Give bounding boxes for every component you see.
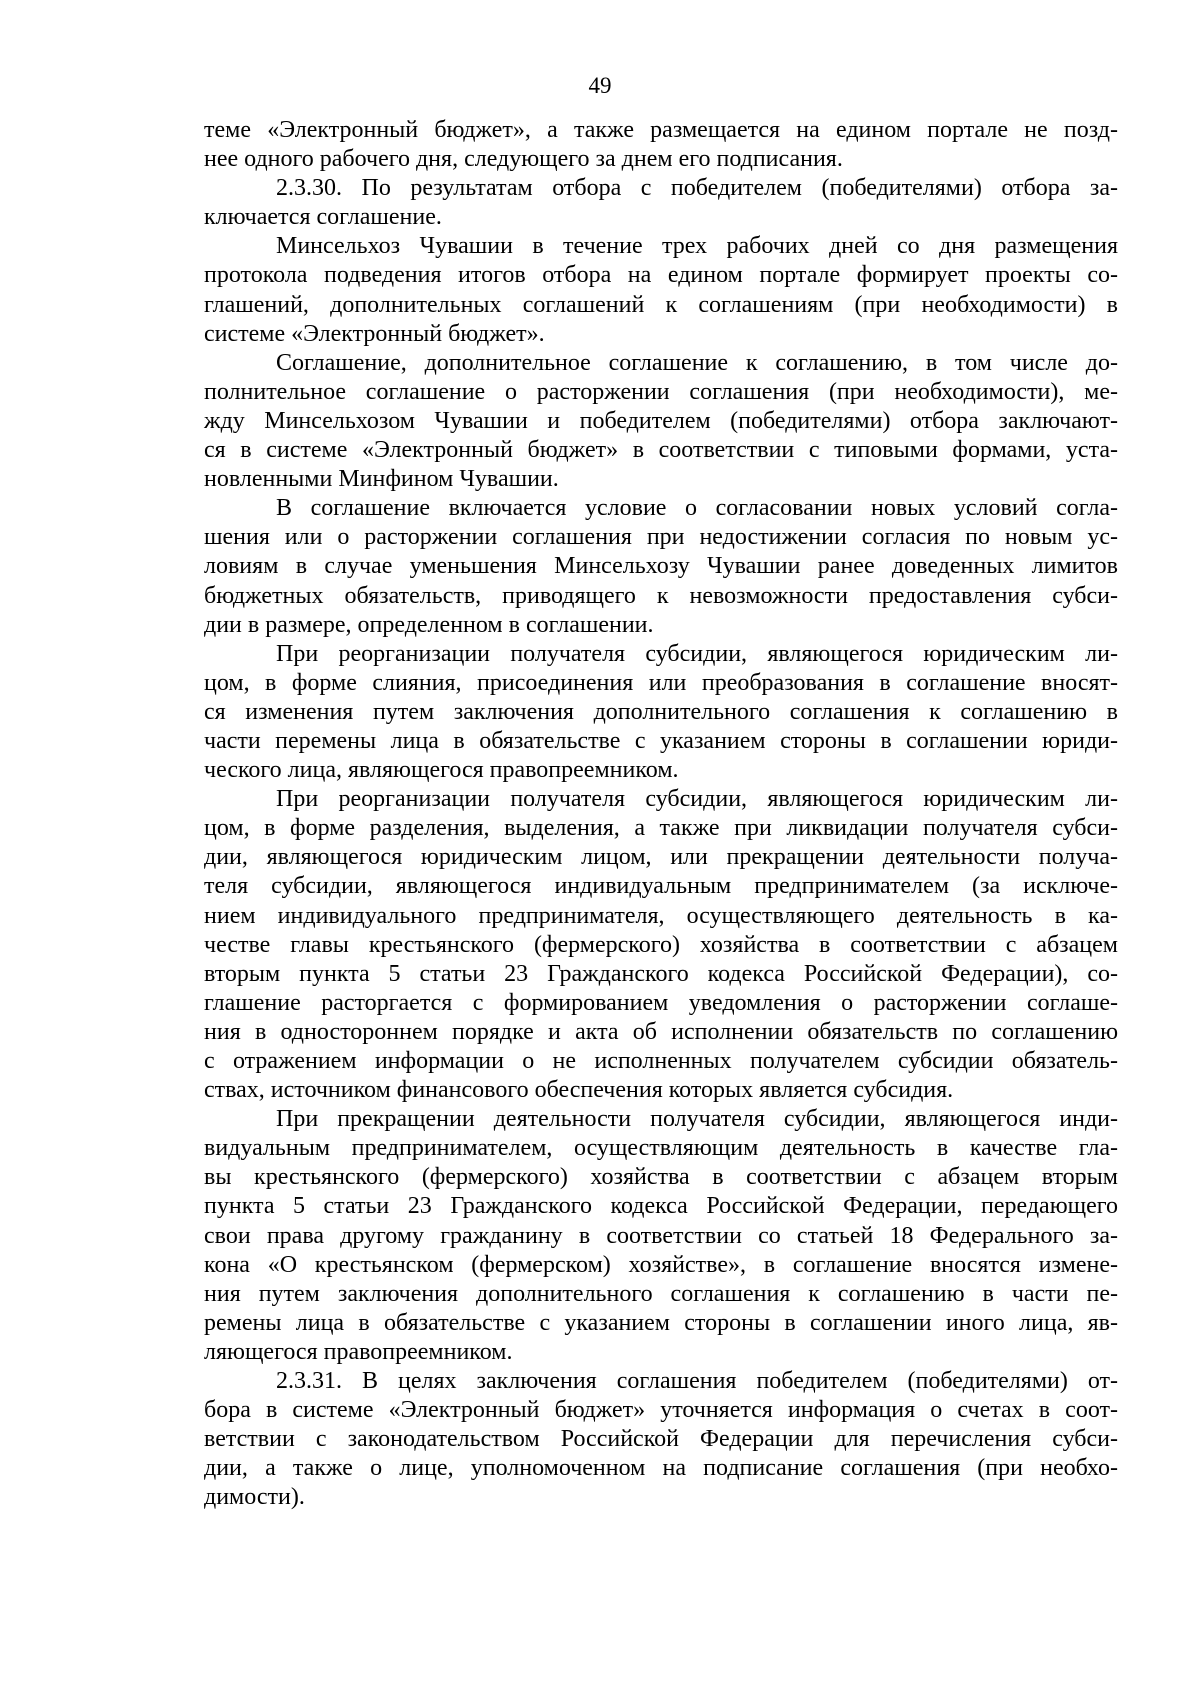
text-line: дии в размере, определенном в соглашении. [204,611,654,638]
text-line: полнительное соглашение о расторжении соглашения (при необходимости), ме- [204,378,1118,405]
text-line: бюджетных обязательств, приводящего к невозможности предоставления субси- [204,582,1118,609]
text-line: с отражением информации о не исполненных получателем субсидии обязатель- [204,1048,1118,1074]
page-number: 49 [588,73,612,98]
text-line: нием индивидуального предпринимателя, осуществляющего деятельность в ка- [204,902,1118,929]
text-line: ся в системе «Электронный бюджет» в соответствии с типовыми формами, уста- [204,437,1118,464]
text-line: новленными Минфином Чувашии. [204,466,559,493]
text-line: цом, в форме слияния, присоединения или преобразования в соглашение вносят- [204,669,1118,696]
text-line: цом, в форме разделения, выделения, а также при ликвидации получателя субси- [204,815,1118,842]
text-line: ния в одностороннем порядке и акта об исполнении обязательств по соглашению [204,1018,1118,1045]
text-line: димости). [204,1484,305,1511]
text-line: шения или о расторжении соглашения при недостижении согласия по новым ус- [204,524,1118,551]
paragraph [204,640,1118,785]
text-line: ствах, источником финансового обеспечения которых является субсидия. [204,1077,954,1104]
text-line: ся изменения путем заключения дополнительного соглашения к соглашению в [204,698,1118,725]
text-line: глашение расторгается с формированием уведомления о расторжении соглаше- [204,989,1118,1016]
text-line: свои права другому гражданину в соответствии со статьей 18 Федерального за- [204,1222,1118,1249]
text-line: дии, являющегося юридическим лицом, или прекращении деятельности получа- [204,844,1118,871]
paragraph [204,349,1118,494]
paragraph [204,116,1118,174]
paragraph [204,232,1118,348]
text-line: При реорганизации получателя субсидии, являющегося юридическим ли- [276,640,1118,667]
text-line: системе «Электронный бюджет». [204,320,545,347]
text-line: бора в системе «Электронный бюджет» уточняется информация о счетах в соот- [204,1397,1118,1424]
document-body [204,116,1118,1513]
text-line: Соглашение, дополнительное соглашение к соглашению, в том числе до- [276,349,1118,376]
text-line: видуальным предпринимателем, осуществляющим деятельность в качестве гла- [204,1135,1118,1162]
text-line: протокола подведения итогов отбора на едином портале формирует проекты со- [204,262,1118,289]
text-line: Минсельхоз Чувашии в течение трех рабочих дней со дня размещения [276,233,1118,260]
text-line: жду Минсельхозом Чувашии и победителем (победителями) отбора заключают- [204,407,1118,434]
text-line: глашений, дополнительных соглашений к соглашениям (при необходимости) в [204,291,1118,318]
paragraph [204,1105,1118,1367]
text-line: При прекращении деятельности получателя субсидии, являющегося инди- [276,1106,1118,1133]
text-line: вторым пункта 5 статьи 23 Гражданского кодекса Российской Федерации), со- [204,960,1118,987]
text-line: ловиям в случае уменьшения Минсельхозу Чувашии ранее доведенных лимитов [204,553,1118,580]
text-line: ния путем заключения дополнительного соглашения к соглашению в части пе- [204,1280,1118,1307]
text-line: кона «О крестьянском (фермерском) хозяйстве», в соглашение вносятся измене- [204,1251,1118,1278]
text-line: вы крестьянского (фермерского) хозяйства в соответствии с абзацем вторым [204,1164,1118,1191]
text-line: 2.3.31. В целях заключения соглашения победителем (победителями) от- [276,1368,1118,1395]
text-line: теме «Электронный бюджет», а также размещается на едином портале не позд- [204,117,1118,143]
text-line: ключается соглашение. [204,204,442,231]
text-line: части перемены лица в обязательстве с указанием стороны в соглашении юриди- [204,727,1118,754]
text-line: ремены лица в обязательстве с указанием стороны в соглашении иного лица, яв- [204,1309,1118,1336]
text-line: ляющегося правопреемником. [204,1338,513,1365]
text-line: ческого лица, являющегося правопреемником. [204,757,679,784]
paragraph [204,494,1118,639]
text-line: пункта 5 статьи 23 Гражданского кодекса Российской Федерации, передающего [204,1193,1118,1220]
text-line: В соглашение включается условие о согласовании новых условий согла- [276,495,1118,522]
text-line: дии, а также о лице, уполномоченном на подписание соглашения (при необхо- [204,1455,1118,1482]
text-line: честве главы крестьянского (фермерского) хозяйства в соответствии с абзацем [204,931,1118,958]
text-line: ветствии с законодательством Российской Федерации для перечисления субси- [204,1426,1118,1453]
text-line: нее одного рабочего дня, следующего за днем его подписания. [204,146,843,173]
text-line: 2.3.30. По результатам отбора с победителем (победителями) отбора за- [276,175,1118,202]
paragraph [204,174,1118,232]
text-line: При реорганизации получателя субсидии, являющегося юридическим ли- [276,786,1118,813]
text-line: теля субсидии, являющегося индивидуальным предпринимателем (за исключе- [204,873,1118,900]
paragraph [204,1367,1118,1512]
paragraph [204,785,1118,1105]
